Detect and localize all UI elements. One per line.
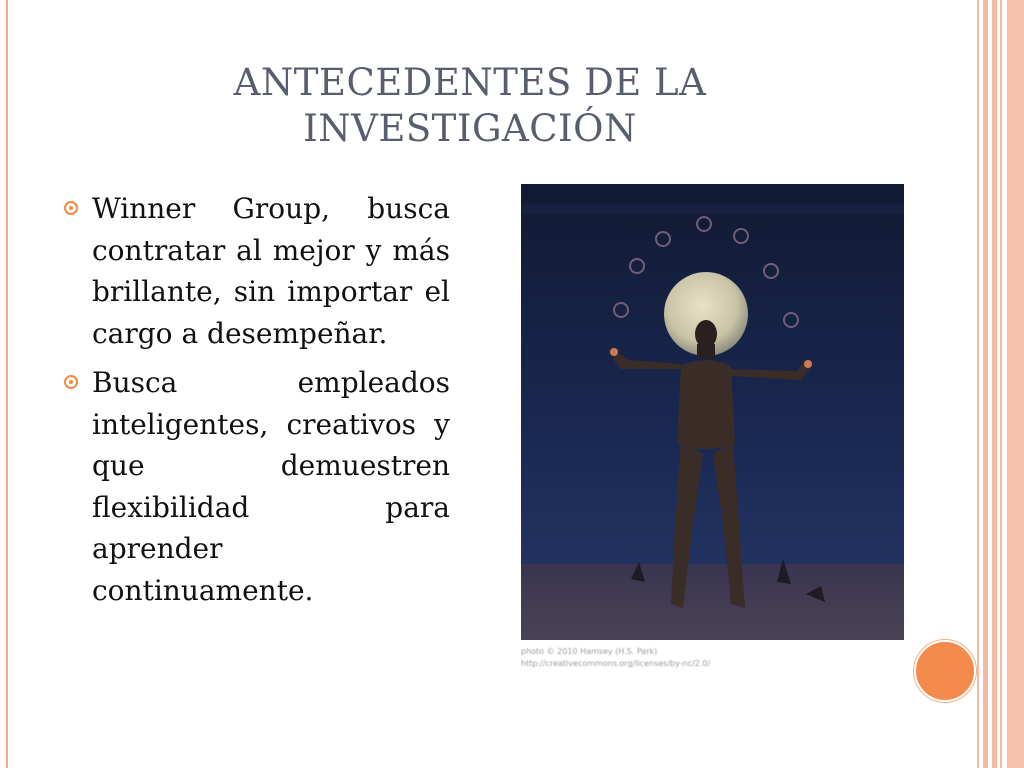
caption-line: photo © 2010 Hamsey (H.S. Park): [521, 647, 658, 656]
juggler-moon-photo: [521, 184, 904, 640]
decorative-stripe: [1007, 0, 1024, 768]
decorative-stripe: [992, 0, 997, 768]
slide-title: ANTECEDENTES DE LA INVESTIGACIÓN: [233, 61, 707, 150]
bullet-item: [64, 188, 450, 354]
bullet-item: [64, 362, 450, 611]
decorative-orange-circle: [914, 640, 976, 702]
caption-line: http://creativecommons.org/licenses/by-nc/2.0/: [521, 659, 711, 668]
image-caption: [521, 646, 821, 670]
decorative-stripe: [983, 0, 988, 768]
left-border-line: [6, 0, 8, 768]
decorative-stripe: [1000, 0, 1002, 768]
bullet-text: Winner Group, busca contratar al mejor y más brillante, sin importar el cargo a desempeñar.: [92, 192, 450, 350]
bullet-list: [64, 188, 450, 619]
bullet-icon: [64, 375, 78, 389]
bullet-icon: [64, 201, 78, 215]
decorative-stripe: [977, 0, 979, 768]
bullet-text: Busca empleados inteligentes, creativos y que demuestren flexibilidad para aprender continuamente.: [92, 366, 450, 607]
